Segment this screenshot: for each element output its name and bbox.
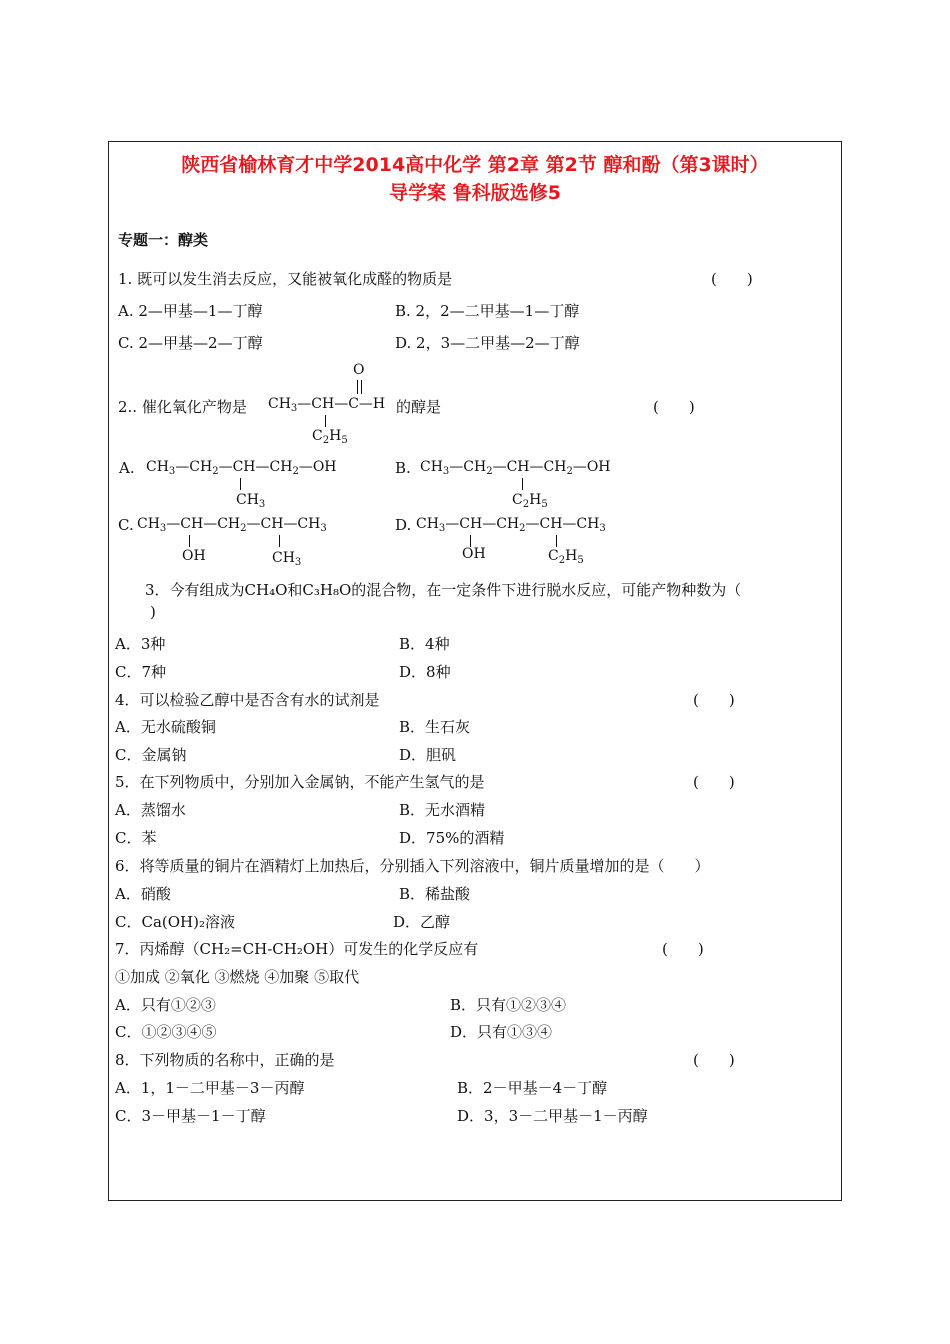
answer-paren: ( ) xyxy=(693,691,735,709)
option-c: C. 2—甲基—2—丁醇 xyxy=(118,334,263,352)
option-a: A．1，1－二甲基－3－丙醇 xyxy=(115,1079,305,1097)
option-d: D．8种 xyxy=(399,663,451,681)
section-heading: 专题一：醇类 xyxy=(118,231,209,249)
option-b: B. 2，2—二甲基—1—丁醇 xyxy=(395,302,580,320)
option-b: B．只有①②③④ xyxy=(450,996,567,1014)
option-a: A．蒸馏水 xyxy=(115,801,186,819)
option-d: D．3，3－二甲基－1－丙醇 xyxy=(457,1107,648,1125)
document-title-line1: 陕西省榆林育才中学2014高中化学 第2章 第2节 醇和酚（第3课时） xyxy=(181,154,769,176)
question-2-stem-pre: 2.. 催化氧化产物是 xyxy=(118,398,247,416)
option-b-label: B. xyxy=(395,459,411,477)
option-d: D．只有①③④ xyxy=(450,1023,553,1041)
option-c: C．Ca(OH)₂溶液 xyxy=(115,913,235,931)
answer-paren: ( ) xyxy=(693,773,735,791)
question-5-stem: 5．在下列物质中，分别加入金属钠，不能产生氢气的是 xyxy=(115,773,485,791)
option-c: C．7种 xyxy=(115,663,167,681)
option-a: A．只有①②③ xyxy=(115,996,216,1014)
question-8-stem: 8．下列物质的名称中，正确的是 xyxy=(115,1051,335,1069)
answer-paren: ( ) xyxy=(653,398,695,416)
option-b: B．2－甲基－4－丁醇 xyxy=(457,1079,608,1097)
answer-paren: ( ) xyxy=(711,270,753,288)
option-a-label: A. xyxy=(119,459,135,477)
option-b: B．无水酒精 xyxy=(399,801,486,819)
question-6-stem: 6．将等质量的铜片在酒精灯上加热后，分别插入下列溶液中，铜片质量增加的是（ ） xyxy=(115,857,710,875)
option-d: D. 2，3—二甲基—2—丁醇 xyxy=(395,334,580,352)
option-d: D．乙醇 xyxy=(393,913,451,931)
option-c: C．①②③④⑤ xyxy=(115,1023,217,1041)
option-c-label: C. xyxy=(118,516,134,534)
option-a: A．3种 xyxy=(115,635,166,653)
question-4-stem: 4．可以检验乙醇中是否含有水的试剂是 xyxy=(115,691,380,709)
option-a: A．硝酸 xyxy=(115,885,171,903)
document-title-line2: 导学案 鲁科版选修5 xyxy=(389,182,561,204)
question-3-stem-end: ) xyxy=(150,603,156,621)
answer-paren: ( ) xyxy=(662,940,704,958)
option-c: C．3－甲基－1－丁醇 xyxy=(115,1107,266,1125)
question-2-stem-post: 的醇是 xyxy=(396,398,442,416)
question-7-stem: 7．丙烯醇（CH₂=CH-CH₂OH）可发生的化学反应有 xyxy=(115,940,479,958)
question-7-reaction-list: ①加成 ②氧化 ③燃烧 ④加聚 ⑤取代 xyxy=(115,968,360,986)
option-b: B．生石灰 xyxy=(399,718,471,736)
option-d-label: D. xyxy=(395,516,412,534)
question-3-stem: 3．今有组成为CH₄O和C₃H₈O的混合物，在一定条件下进行脱水反应，可能产物种数为（ xyxy=(145,581,742,599)
option-a: A. 2—甲基—1—丁醇 xyxy=(118,302,263,320)
option-b: B．稀盐酸 xyxy=(399,885,471,903)
option-c: C．金属钠 xyxy=(115,746,187,764)
option-a: A．无水硫酸铜 xyxy=(115,718,216,736)
question-1-stem: 1. 既可以发生消去反应，又能被氧化成醛的物质是 xyxy=(118,270,453,288)
option-d: D．75%的酒精 xyxy=(399,829,505,847)
option-b: B．4种 xyxy=(399,635,450,653)
option-d: D．胆矾 xyxy=(399,746,457,764)
answer-paren: ( ) xyxy=(693,1051,735,1069)
option-c: C．苯 xyxy=(115,829,157,847)
